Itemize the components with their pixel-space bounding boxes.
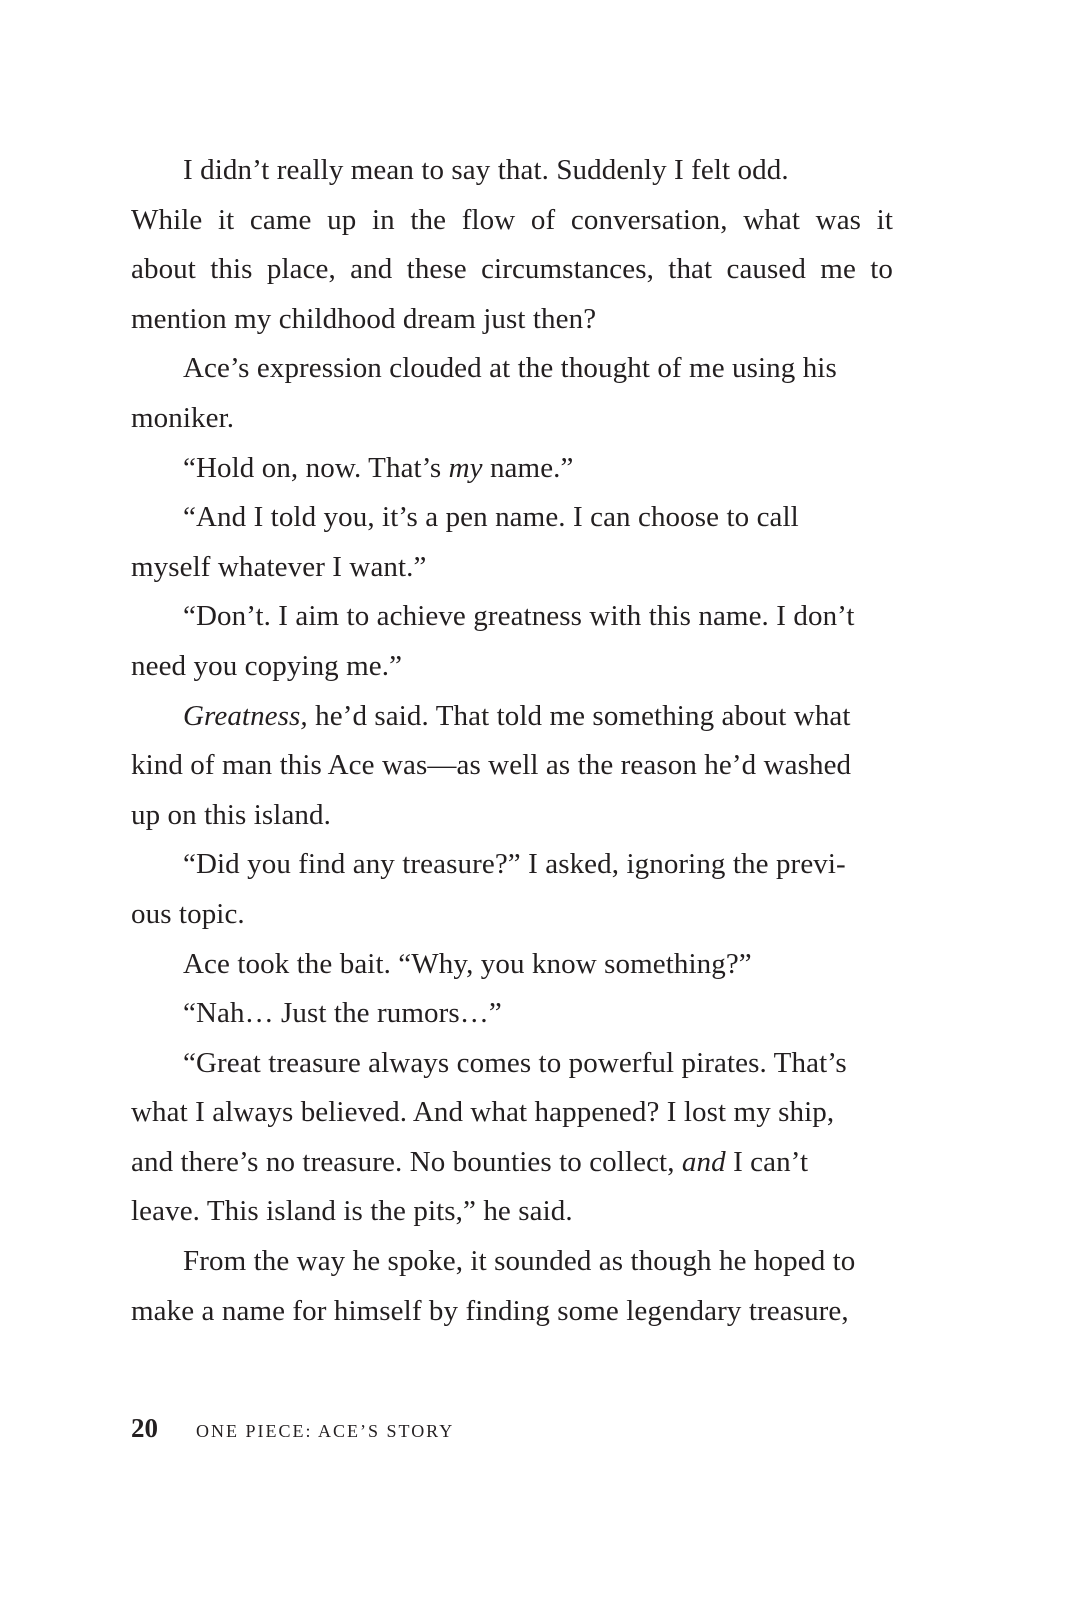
text-line: ous topic. [131, 897, 245, 930]
text-line: “Did you find any treasure?” I asked, ignoring the previ- [183, 848, 846, 881]
text-line: moniker. [131, 401, 235, 434]
text-line: and there’s no treasure. No bounties to collect, and I can’t [131, 1145, 809, 1178]
text-line: Ace’s expression clouded at the thought of me using his [183, 352, 837, 385]
text-line: “Hold on, now. That’s my name.” [183, 451, 574, 484]
text-line: “Nah… Just the rumors…” [183, 997, 502, 1030]
text-line: Greatness, he’d said. That told me something about what [183, 699, 851, 732]
text-line: need you copying me.” [131, 649, 403, 682]
text-line: make a name for himself by finding some legendary treasure, [131, 1294, 849, 1327]
text-line: Ace took the bait. “Why, you know something?” [183, 947, 752, 980]
text-line: While it came up in the flow of conversation, what was it [131, 203, 893, 236]
text-line: up on this island. [131, 798, 331, 831]
text-line: about this place, and these circumstances, that caused me to [131, 253, 893, 286]
text-line: “Great treasure always comes to powerful pirates. That’s [183, 1046, 847, 1079]
text-line: I didn’t really mean to say that. Suddenly I felt odd. [183, 154, 789, 186]
text-line: myself whatever I want.” [131, 550, 427, 583]
text-line: “And I told you, it’s a pen name. I can choose to call [183, 501, 799, 534]
text-line: “Don’t. I aim to achieve greatness with this name. I don’t [183, 600, 855, 633]
running-head: ONE PIECE: ACE’S STORY [196, 1421, 455, 1441]
page-footer [131, 1413, 454, 1453]
text-line: what I always believed. And what happened? I lost my ship, [131, 1096, 835, 1129]
text-line: leave. This island is the pits,” he said. [131, 1195, 573, 1228]
text-line: kind of man this Ace was—as well as the reason he’d washed [131, 749, 852, 782]
text-line: From the way he spoke, it sounded as though he hoped to [183, 1245, 856, 1278]
text-line: mention my childhood dream just then? [131, 302, 597, 335]
body-text [131, 146, 893, 1336]
page-number: 20 [131, 1413, 158, 1443]
